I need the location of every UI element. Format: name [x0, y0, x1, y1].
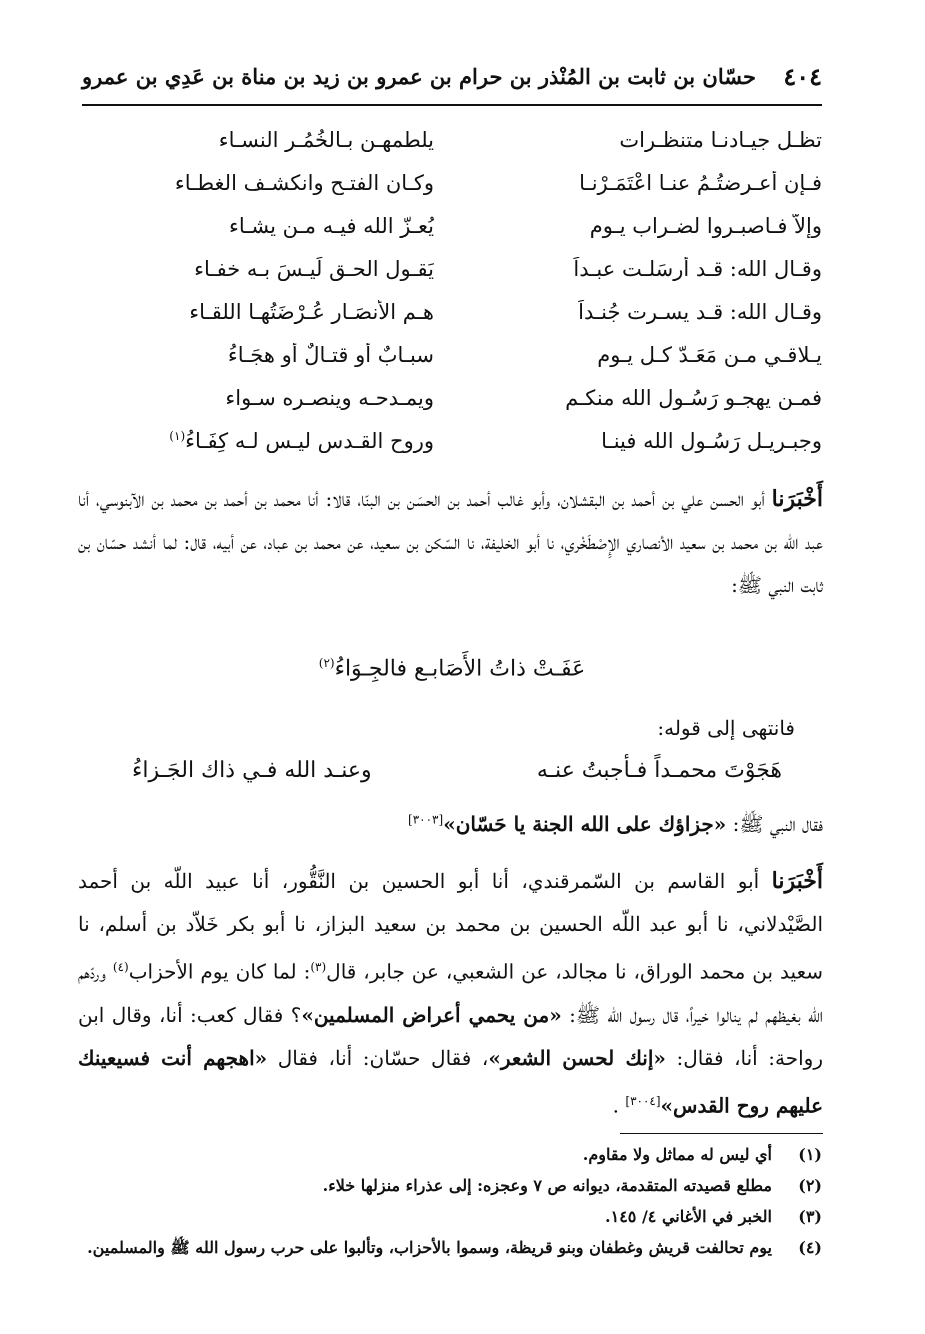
- paragraph-lead: أَخْبَرَنا: [771, 868, 823, 894]
- hadith-quote: «من يحمي أعراض المسلمين»: [301, 1002, 562, 1027]
- verse: [82, 300, 822, 343]
- verse: [82, 171, 822, 214]
- footnote-text: يوم تحالفت قريش وغطفان وبنو قريظة، وسموا بالأحزاب، وتألبوا على حرب رسول الله ﷺ والمسلمين.: [87, 1238, 772, 1257]
- verse-first-hemistich: فـإن أعـرضتُـمُ عنـا اعْتَمَـرْنـا: [579, 171, 822, 195]
- header-divider: [82, 104, 822, 106]
- hemistich-text: وروح القـدس ليـس لـه كِفَـاءُ: [185, 429, 434, 453]
- footnote-divider: [620, 1133, 823, 1134]
- quoted-couplet: [82, 758, 822, 798]
- footnote-text: أي ليس له مماثل ولا مقاوم.: [582, 1145, 772, 1164]
- verse-first-hemistich: تظـل جيـادنـا متنظـرات: [619, 128, 822, 152]
- verse: [82, 214, 822, 257]
- paragraph-text: وردّهم الله بغيظهم لم ينالوا خيراً، قال رسول الله ﷺ:: [78, 959, 823, 1027]
- footnote-number: (١): [798, 1145, 822, 1164]
- verse-first-hemistich: وقـال الله: قـد أرسَلـت عبـداً: [573, 257, 822, 281]
- lead-in-line: فانتهى إلى قوله:: [657, 716, 795, 740]
- verse-second-hemistich: يَقـول الحـق لَيـسَ بـه خفـاء: [194, 257, 434, 281]
- footnote: [82, 1176, 822, 1207]
- verse-second-hemistich: وعنـد الله فـي ذاك الجَـزاءُ: [132, 758, 372, 783]
- hadith-reference: [٣٠٠٣]: [408, 812, 444, 827]
- verse-first-hemistich: يـلاقـي مـن مَعَـدّ كـل يـوم: [597, 343, 822, 367]
- reply-intro: فقال النبي ﷺ:: [732, 812, 823, 836]
- quoted-verse-text: عَفَـتْ ذاتُ الأَصَابـع فالجِـوَاءُ: [334, 656, 586, 682]
- verse: [82, 343, 822, 386]
- verse-first-hemistich: وقـال الله: قـد يسـرت جُنـداً: [578, 300, 822, 324]
- paragraph-text: ؟ فقال كعب: أنا، وقال ابن رواحة: أنا، فقال:: [78, 1002, 823, 1070]
- footnote-marker: (١): [169, 429, 186, 443]
- footnote-number: (٤): [798, 1238, 822, 1257]
- verse-second-hemistich: وكـان الفتـح وانكشـف الغطـاء: [174, 171, 434, 195]
- hadith-quote: «اهجهم أنت فسيعينك عليهم روح القدس»: [78, 1045, 823, 1118]
- verse: [82, 128, 822, 171]
- running-title: حسّان بن ثابت بن المُنْذر بن حرام بن عمرو بن زيد بن مناة بن عَدِي بن عمرو: [82, 64, 756, 89]
- poem: [82, 128, 822, 472]
- paragraph-lead: أَخْبَرَنا: [771, 486, 823, 512]
- verse-first-hemistich: هَجَوْتَ محمـداً فـأجبتُ عنـه: [536, 758, 782, 783]
- verse: [82, 429, 822, 472]
- hadith-reference: [٣٠٠٤]: [625, 1093, 661, 1108]
- verse-second-hemistich: [104, 429, 434, 453]
- paragraph-end: .: [612, 1093, 626, 1118]
- footnote: [82, 1238, 822, 1269]
- prophet-reply-line: [408, 812, 823, 841]
- footnote: [82, 1145, 822, 1176]
- verse: [82, 386, 822, 429]
- hadith-quote: «إنك لحسن الشعر»: [488, 1045, 666, 1070]
- footnote-number: (٢): [798, 1176, 822, 1195]
- footnotes: [82, 1145, 822, 1269]
- verse-first-hemistich: فمـن يهجـو رَسُـول الله منكـم: [565, 386, 822, 410]
- verse-second-hemistich: يلطمهـن بـالخُمُـر النسـاء: [218, 128, 434, 152]
- footnote-text: مطلع قصيدته المتقدمة، ديوانه ص ٧ وعجزه: إلى عذراء منزلها خلاء.: [322, 1176, 772, 1195]
- paragraph-text: أبو القاسم بن السّمرقندي، أنا أبو الحسين بن النَّقُّور، أنا عبيد اللّه بن أحمد الصَّيْدلاني، نا أبو عبد اللّه الحسين بن محمد بن سعيد البزاز، نا أبو بكر خَلاّد بن أسلم، نا سعيد بن محمد الوراق، نا مجالد، عن الشعبي، عن جابر، قال: [78, 869, 823, 984]
- paragraph-text: أبو الحسن علي بن أحمد بن البقشلان، وأبو غالب أحمد بن الحسَن بن البنّا، قالا: أنا محمد بن أحمد بن محمد بن الآبنوسي، أنا عبد اللّه بن محمد بن سعيد الأنصاري الإِصْطَخْري، نا أبو الخليفة، نا السّكن بن سعيد، عن محمد بن عباد، عن أبيه، قال: لما أنشد حسّان بن ثابت النبي ﷺ:: [78, 487, 823, 597]
- paragraph-text: ، فقال حسّان: أنا، فقال: [267, 1045, 489, 1070]
- verse: [82, 257, 822, 300]
- footnote-marker: (٢): [318, 656, 335, 670]
- hadith-quote: «جزاؤك على الله الجنة يا حَسّان»: [443, 812, 727, 836]
- footnote-marker: (٤): [112, 960, 129, 974]
- page-header: [82, 60, 822, 100]
- footnote-text: الخبر في الأغاني ٤/ ١٤٥.: [605, 1207, 772, 1226]
- paragraph-isnad-2: [78, 860, 823, 1127]
- verse-second-hemistich: هـم الأنصَـار عُـرْضَتُهـا اللقـاء: [189, 300, 434, 324]
- footnote-marker: (٣): [310, 960, 327, 974]
- footnote-number: (٣): [798, 1207, 822, 1226]
- verse-first-hemistich: وإلاّ فـاصبـروا لضـراب يـوم: [589, 214, 822, 238]
- paragraph-isnad-1: [78, 478, 823, 607]
- verse-first-hemistich: وجبـريـل رَسُـول الله فينـا: [601, 429, 822, 453]
- quoted-verse: [82, 656, 822, 681]
- verse-second-hemistich: ويمـدحـه وينصـره سـواء: [225, 386, 434, 410]
- footnote: [82, 1207, 822, 1238]
- page-number: ٤٠٤: [783, 62, 822, 91]
- paragraph-text: : لما كان يوم الأحزاب: [128, 959, 311, 984]
- verse-second-hemistich: سبـابٌ أو قتـالٌ أو هجَـاءُ: [227, 343, 434, 367]
- verse-second-hemistich: يُعـزّ الله فيـه مـن يشـاء: [228, 214, 434, 238]
